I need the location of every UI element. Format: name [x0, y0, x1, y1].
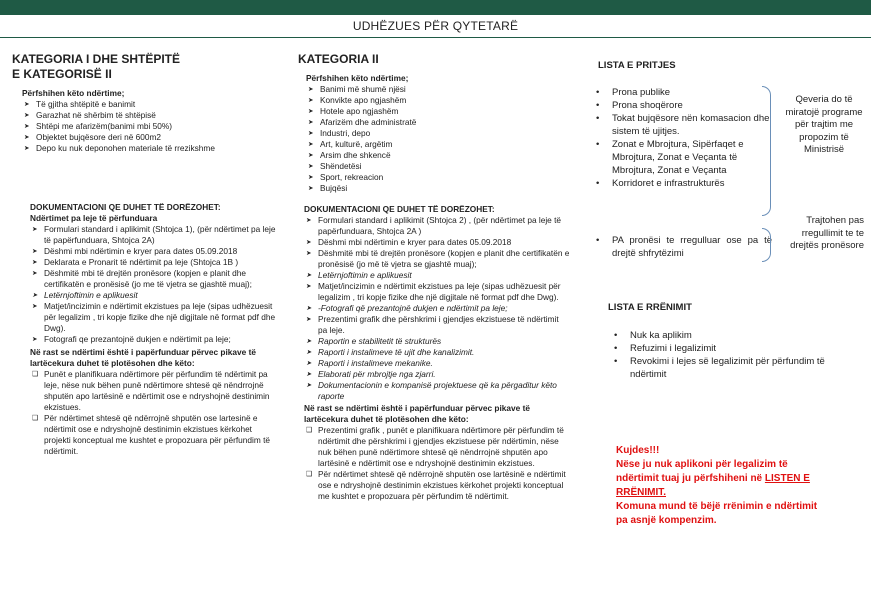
category-1-unfinished-list — [30, 369, 277, 457]
list-item: ➤ Art, kulturë, argëtim — [306, 139, 570, 150]
category-1-includes-list — [22, 99, 277, 154]
list-item: ➤ Formulari standard i aplikimit (Shtojca 2) , (për ndërtimet pa leje të papërfunduara, Shtojca 2A ) — [304, 215, 570, 237]
demolition-list — [608, 329, 863, 381]
header-divider — [0, 37, 871, 38]
list-item: ➤ Raportin e stabilitetit të strukturës — [304, 336, 570, 347]
list-item: • Refuzimi i legalizimit — [608, 342, 863, 355]
list-item: ➤ Matjet/incizimin e ndërtimit ekzistues pa leje (sipas udhëzuesit për legalizim , tri kopje fizike dhe një digjitale në format pdf dhe Dwg). — [304, 281, 570, 303]
category-2-includes-label: Përfshihen këto ndërtime; — [306, 73, 409, 83]
list-item: ➤ Konvikte apo ngjashëm — [306, 95, 570, 106]
list-item: ➤ Bujqësi — [306, 183, 570, 194]
list-item: • Prona publike — [590, 86, 772, 99]
list-item: ➤ Dokumentacionin e kompanisë projektuese që ka përgaditur këto raporte — [304, 380, 570, 402]
demolition-section — [608, 302, 863, 381]
category-2-title: KATEGORIA II — [298, 52, 379, 66]
list-item: • Nuk ka aplikim — [608, 329, 863, 342]
category-2-includes-list — [306, 84, 570, 194]
column-category-2 — [298, 52, 570, 502]
category-1-docs-subtitle: Ndërtimet pa leje të përfunduara — [30, 213, 158, 223]
category-1-docs-title: DOKUMENTACIONI QE DUHET TË DORËZOHET: — [30, 202, 221, 212]
warning-box — [616, 444, 826, 528]
list-item: ❑ Prezentimi grafik , punët e planifikuara ndërtimore për përfundim të ndërtimit dhe përshkrimi i gjendjes ekzistuese për ndërtimin, nëse nuk bëhen punë ndërtimore shtesë që nëndrrojnë shputën apo lartësinë e ndërtimit ose e ndryshojnë destinimin ekzistues. — [304, 425, 570, 469]
list-item: ➤ Dëshmitë mbi të drejtën pronësore (kopjen e planit dhe certifikatën e pronësisë (jo me të vjetra se gjashtë muaj); — [30, 268, 277, 290]
warning-text: Nëse ju nuk aplikoni për legalizim të ndërtimit tuaj ju përfshiheni në — [616, 459, 788, 484]
warning-heading: Kujdes!!! — [616, 445, 660, 456]
category-2-unfinished-list — [304, 425, 570, 502]
category-2-unfinished-title: Në rast se ndërtimi është i papërfunduar përvec pikave të lartëcekura duhet të plotësohen dhe këto: — [304, 403, 530, 424]
category-1-includes-label: Përfshihen këto ndërtime; — [22, 88, 125, 98]
list-item: ➤ Dëshmi mbi ndërtimin e kryer para dates 05.09.2018 — [304, 237, 570, 248]
list-item: ➤ Letërnjoftimin e aplikuesit — [304, 270, 570, 281]
list-item: ➤ Industri, depo — [306, 128, 570, 139]
top-color-bar — [0, 0, 871, 15]
list-item: ➤ Dëshmitë mbi të drejtën pronësore (kopjen e planit dhe certifikatën e pronësisë (jo më të vjetra se gjashtë muaj); — [304, 248, 570, 270]
waitlist-box — [590, 86, 772, 190]
list-item: • Prona shoqërore — [590, 99, 772, 112]
list-item: • Revokimi i lejes së legalizimit për përfundim të ndërtimit — [608, 355, 863, 381]
unregulated-item: • PA pronësi te rregulluar ose pa të drejtë shfrytëzimi — [590, 234, 772, 260]
list-item: ➤ Depo ku nuk deponohen materiale të rrezikshme — [22, 143, 277, 154]
category-1-unfinished-title: Në rast se ndërtimi është i papërfunduar përvec pikave të lartëcekura duhet të plotësohen dhe këto: — [30, 347, 256, 368]
list-item: ❑ Për ndërtimet shtesë që ndërrojnë shputën ose lartesinë e ndërtimit ose e ndryshojnë destinimin ekzistues kërkohet projekti konceptual me kushtet e propozuara për përfundim të ndërtimit. — [30, 413, 277, 457]
list-item: • Korridoret e infrastrukturës — [590, 177, 772, 190]
category-1-docs-list — [30, 224, 277, 345]
list-item: ➤ Elaborati për mbrojtje nga zjarri. — [304, 369, 570, 380]
waitlist-title: LISTA E PRITJES — [598, 60, 676, 71]
list-item: ➤ Sport, rekreacion — [306, 172, 570, 183]
government-note: Qeveria do të miratojë programe për trajtim me propozim të Ministrisë — [785, 94, 863, 155]
unregulated-note: Trajtohen pas rregullimit te te drejtës pronësore — [790, 215, 864, 251]
list-item: ➤ Deklarata e Pronarit të ndërtimit pa leje (Shtojca 1B ) — [30, 257, 277, 268]
list-item: ❑ Punët e planifikuara ndërtimore për përfundim të ndërtimit pa leje, nëse nuk bëhen punë ndërtimore shtesë që nëndrrojnë shputën apo lartësinë e ndërtimit ose e ndryshojnë destinimin ekzistues. — [30, 369, 277, 413]
column-category-1 — [12, 52, 277, 457]
list-item: • Tokat bujqësore nën komasacion dhe sistem të ujitjes. — [590, 112, 772, 138]
list-item: ➤ Raporti i instalimeve mekanike. — [304, 358, 570, 369]
list-item: ➤ Garazhat në shërbim të shtëpisë — [22, 110, 277, 121]
unregulated-box — [590, 234, 772, 260]
list-item: ➤ Dëshmi mbi ndërtimin e kryer para dates 05.09.2018 — [30, 246, 277, 257]
list-item: • Zonat e Mbrojtura, Sipërfaqet e Mbrojtura, Zonat e Veçanta të Mbrojtura, Zonat e Veçanta — [590, 138, 772, 177]
list-item: ➤ Afarizëm dhe administratë — [306, 117, 570, 128]
warning-compensation-text: Komuna mund të bëjë rrënimin e ndërtimit pa asnjë kompenzim. — [616, 501, 818, 526]
list-item: ➤ -Fotografi që prezantojnë dukjen e ndërtimit pa leje; — [304, 303, 570, 314]
list-item: ➤ Hotele apo ngjashëm — [306, 106, 570, 117]
list-item: ➤ Shtëpi me afarizëm(banimi mbi 50%) — [22, 121, 277, 132]
demolition-title: LISTA E RRËNIMIT — [608, 302, 692, 313]
list-item: ➤ Banimi më shumë njësi — [306, 84, 570, 95]
category-1-title-line1: KATEGORIA I DHE SHTËPITË — [12, 52, 181, 66]
waitlist-brace — [762, 86, 771, 216]
warning-demolition-list-link: LISTEN E RRËNIMIT. — [616, 473, 810, 498]
list-item: ❑ Për ndërtimet shtesë që ndërrojnë shputën ose lartësinë e ndërtimit ose e ndryshojnë destinimin ekzistues kërkohet projekti konceptual me kushtet e propozuara për përfundim të ndërtimit. — [304, 469, 570, 502]
list-item: ➤ Objektet bujqësore deri në 600m2 — [22, 132, 277, 143]
page-title: UDHËZUES PËR QYTETARË — [352, 19, 519, 33]
category-2-docs-title: DOKUMENTACIONI QE DUHET TË DORËZOHET: — [304, 204, 495, 214]
list-item: ➤ Shëndetësi — [306, 161, 570, 172]
list-item: ➤ Matjet/incizimin e ndërtimit ekzistues pa leje (sipas udhëzuesit për legalizim , tri kopje fizike dhe një digjitale në format pdf dhe Dwg). — [30, 301, 277, 334]
list-item: ➤ Prezentimi grafik dhe përshkrimi i gjendjes ekzistuese të ndërtimit pa leje. — [304, 314, 570, 336]
waitlist-list — [590, 86, 772, 190]
category-2-docs-list — [304, 215, 570, 402]
list-item: ➤ Fotografi qe prezantojnë dukjen e ndërtimit pa leje; — [30, 334, 277, 345]
unregulated-brace — [762, 228, 771, 262]
list-item: ➤ Arsim dhe shkencë — [306, 150, 570, 161]
list-item: ➤ Letërnjoftimin e aplikuesit — [30, 290, 277, 301]
list-item: ➤ Formulari standard i aplikimit (Shtojca 1), (për ndërtimet pa leje të papërfunduara, Shtojca 2A) — [30, 224, 277, 246]
category-1-title-line2: E KATEGORISË II — [12, 67, 112, 81]
list-item: ➤ Të gjitha shtëpitë e banimit — [22, 99, 277, 110]
column-lists — [598, 60, 868, 71]
list-item: ➤ Raporti i instalimeve të ujit dhe kanalizimit. — [304, 347, 570, 358]
